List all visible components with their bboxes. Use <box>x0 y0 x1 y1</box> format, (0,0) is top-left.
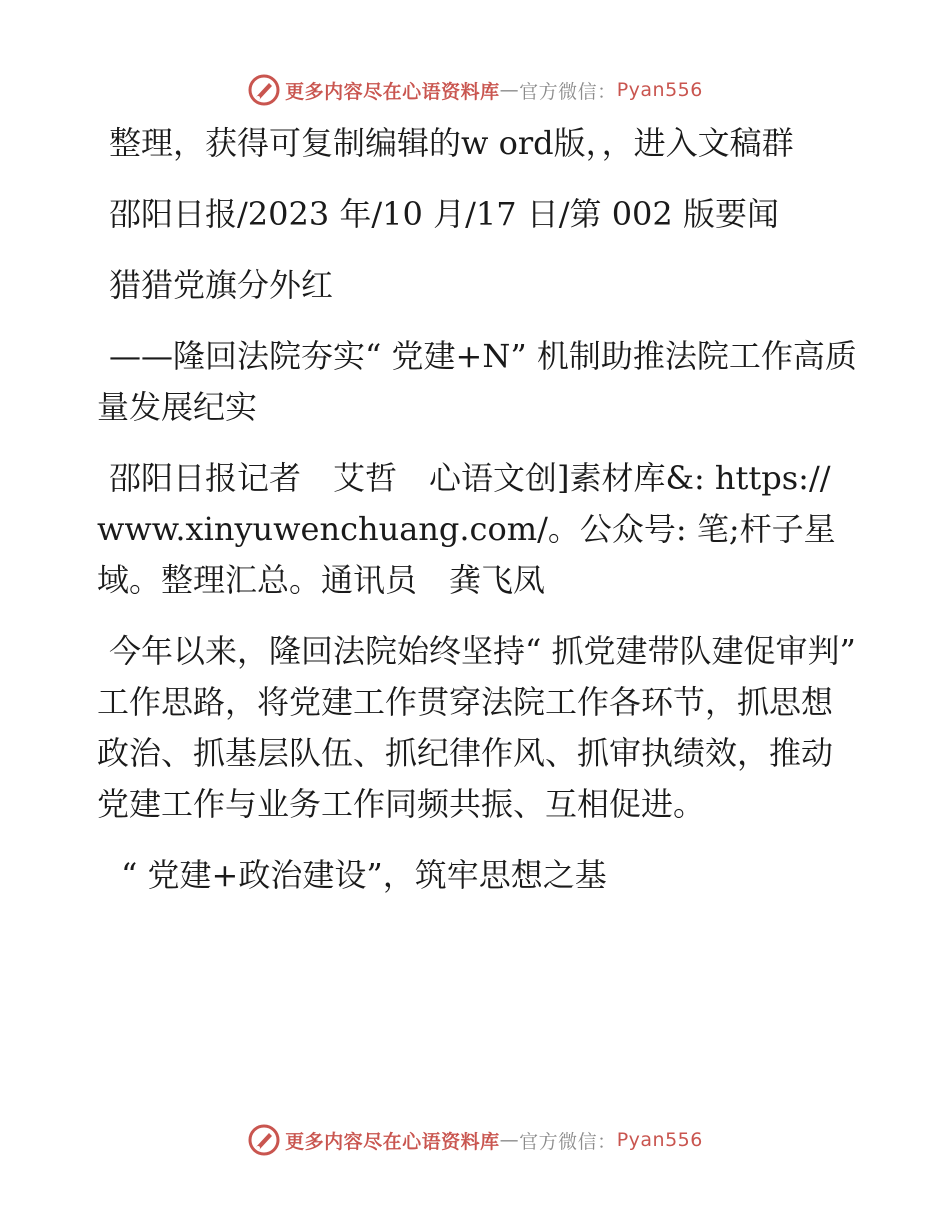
banner-dash: — <box>499 79 520 101</box>
banner-main-text: 更多内容尽在心语资料库 <box>285 1130 500 1153</box>
paragraph-source: 邵阳日报/2023 年/10 月/17 日/第 002 版要闻 <box>109 195 779 233</box>
footer-banner <box>0 1120 950 1160</box>
banner-wechat-label: 官方微信： <box>519 80 617 103</box>
document-body <box>97 118 857 921</box>
article-title: 猎猎党旗分外红 <box>109 266 334 304</box>
banner-wechat-id: Pyan556 <box>616 79 703 101</box>
article-subtitle: ——隆回法院夯实“ 党建+N” 机制助推法院工作高质量发展纪实 <box>97 337 857 426</box>
section-heading: “ 党建+政治建设”，筑牢思想之基 <box>121 856 607 894</box>
header-banner <box>0 70 950 110</box>
banner-wechat-id: Pyan556 <box>616 1129 703 1151</box>
paragraph-byline: 邵阳日报记者 艾哲 心语文创]素材库&: https://www.xinyuwenchuang.com/。公众号: 笔;杆子星域。整理汇总。通讯员 龚飞凤 <box>97 459 836 599</box>
banner-dash: — <box>499 1129 520 1151</box>
logo-icon <box>247 1123 281 1157</box>
banner-wechat-label: 官方微信： <box>519 1130 617 1153</box>
banner-main-text: 更多内容尽在心语资料库 <box>285 80 500 103</box>
logo-icon <box>247 73 281 107</box>
paragraph-body: 今年以来，隆回法院始终坚持“ 抓党建带队建促审判” 工作思路，将党建工作贯穿法院工作各环节，抓思想政治、抓基层队伍、抓纪律作风、抓审执绩效，推动党建工作与业务工作同频共振、互相促进。 <box>97 632 856 823</box>
paragraph-intro: 整理，获得可复制编辑的w ord版，，进入文稿群 <box>109 124 794 162</box>
